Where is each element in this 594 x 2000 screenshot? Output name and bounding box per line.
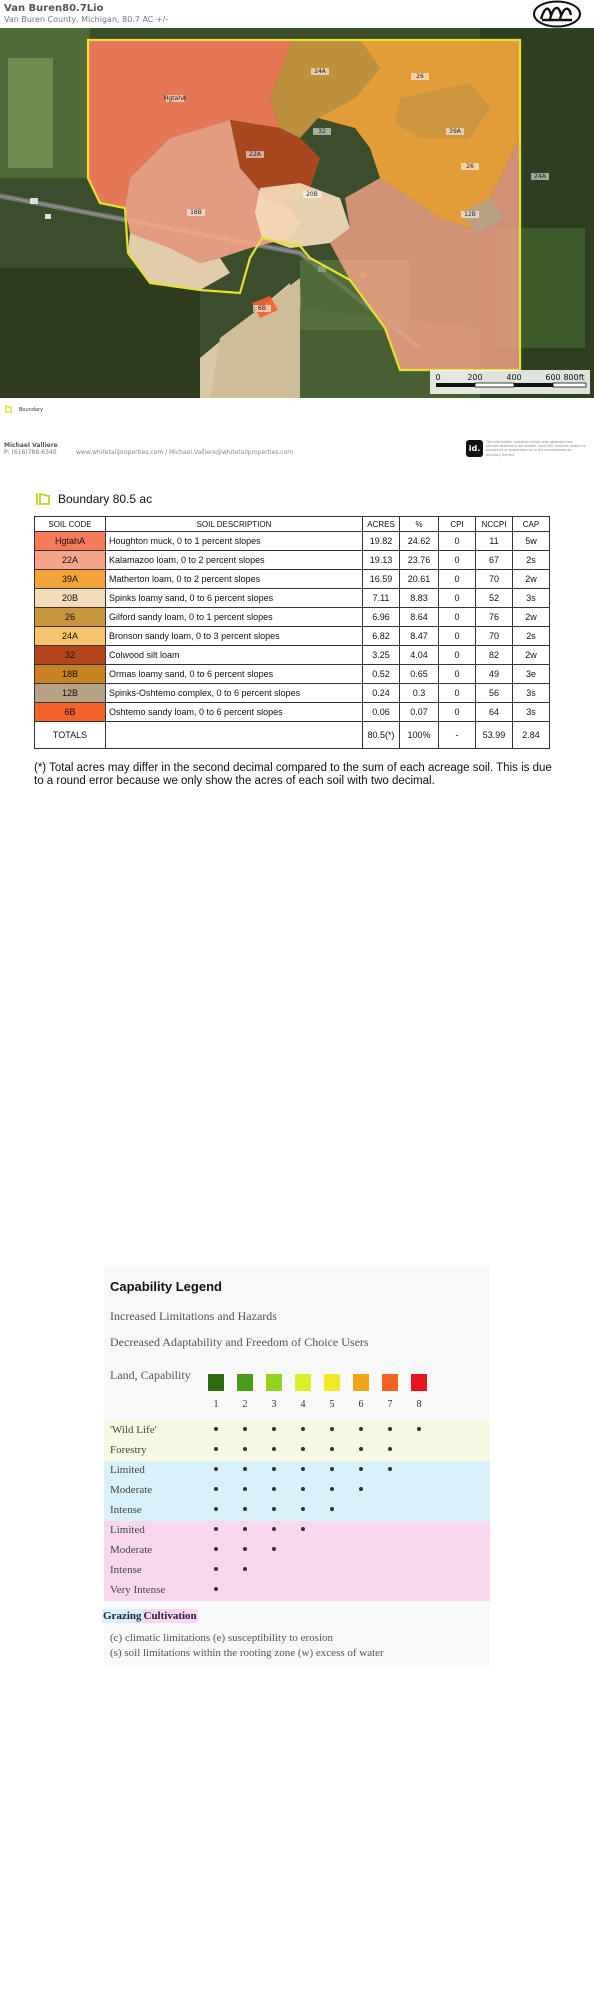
capability-legend <box>104 1265 490 1665</box>
soil-description-cell: Spinks loamy sand, 0 to 6 percent slopes <box>106 589 363 608</box>
capability-dot <box>214 1467 218 1471</box>
soil-percent-cell: 24.62 <box>400 532 439 551</box>
soil-nccpi-cell: 70 <box>476 570 513 589</box>
soil-row <box>35 646 550 665</box>
soil-cap-cell: 2w <box>513 570 550 589</box>
soil-table-heading <box>36 492 152 506</box>
capability-dot <box>359 1427 363 1431</box>
rounding-note: (*) Total acres may differ in the second decimal compared to the sum of each acreage soil. This is due to a round error because we only show the acres of each soil with two decimal. <box>34 762 552 787</box>
totals-label: TOTALS <box>35 722 106 749</box>
soil-row <box>35 703 550 722</box>
scale-bar-label: 0 <box>435 373 441 382</box>
soil-map-label: 24A <box>534 173 546 180</box>
soil-description-cell: Ormas loamy sand, 0 to 6 percent slopes <box>106 665 363 684</box>
soil-cpi-cell: 0 <box>439 589 476 608</box>
soil-percent-cell: 8.64 <box>400 608 439 627</box>
map-legend <box>4 405 43 414</box>
totals-cap: 2.84 <box>513 722 550 749</box>
soil-code-cell: 26 <box>35 608 106 627</box>
soil-acres-cell: 3.25 <box>363 646 400 665</box>
capability-dot <box>272 1507 276 1511</box>
soil-row <box>35 570 550 589</box>
soil-code-cell: 12B <box>35 684 106 703</box>
soil-percent-cell: 4.04 <box>400 646 439 665</box>
soil-nccpi-cell: 11 <box>476 532 513 551</box>
soil-map-label: 6B <box>258 305 266 312</box>
class-number: 2 <box>242 1399 248 1410</box>
soil-row <box>35 627 550 646</box>
class-number: 1 <box>213 1399 219 1410</box>
soil-map-label: 26 <box>466 163 474 170</box>
totals-percent: 100% <box>400 722 439 749</box>
soil-map <box>0 28 594 398</box>
capability-dot <box>388 1447 392 1451</box>
class-7-swatch <box>382 1374 398 1391</box>
soil-code-cell: 20B <box>35 589 106 608</box>
soil-code-cell: 6B <box>35 703 106 722</box>
soil-cap-cell: 3s <box>513 703 550 722</box>
soil-row <box>35 684 550 703</box>
soil-table <box>34 516 550 749</box>
soil-map-label: 20B <box>306 191 318 198</box>
soil-percent-cell: 20.61 <box>400 570 439 589</box>
capability-dot <box>359 1467 363 1471</box>
col-header-cpi: CPI <box>439 517 476 532</box>
soil-acres-cell: 0.52 <box>363 665 400 684</box>
capability-dot <box>330 1427 334 1431</box>
soil-map-label: 32 <box>318 128 326 135</box>
capability-dot <box>214 1547 218 1551</box>
scale-bar-label: 600 <box>545 373 561 382</box>
capability-line-adaptability: Decreased Adaptability and Freedom of Choice Users <box>110 1335 369 1349</box>
soil-cpi-cell: 0 <box>439 627 476 646</box>
capability-row <box>104 1421 490 1441</box>
capability-row-label: Moderate <box>110 1484 153 1496</box>
soil-cpi-cell: 0 <box>439 608 476 627</box>
capability-row-label: Forestry <box>110 1444 147 1456</box>
soil-nccpi-cell: 52 <box>476 589 513 608</box>
class-number: 6 <box>358 1399 364 1410</box>
grazing-label: Grazing <box>103 1610 142 1622</box>
capability-dot <box>243 1467 247 1471</box>
soil-code-cell: HgtahA <box>35 532 106 551</box>
capability-dot <box>359 1447 363 1451</box>
soil-percent-cell: 0.65 <box>400 665 439 684</box>
capability-row <box>104 1461 490 1481</box>
soil-cap-cell: 2w <box>513 646 550 665</box>
scale-bar-label: 200 <box>467 373 483 382</box>
capability-dot <box>272 1547 276 1551</box>
soil-acres-cell: 6.82 <box>363 627 400 646</box>
class-number: 3 <box>271 1399 277 1410</box>
capability-dot <box>214 1567 218 1571</box>
capability-row-label: Very Intense <box>110 1584 166 1596</box>
col-header-cap: CAP <box>513 517 550 532</box>
soil-percent-cell: 8.83 <box>400 589 439 608</box>
capability-line-limitations: Increased Limitations and Hazards <box>110 1309 277 1323</box>
capability-dot <box>272 1427 276 1431</box>
soil-code-cell: 39A <box>35 570 106 589</box>
capability-row <box>104 1481 490 1501</box>
soil-cap-cell: 2s <box>513 627 550 646</box>
capability-dot <box>243 1527 247 1531</box>
capability-dot <box>301 1467 305 1471</box>
soil-code-cell: 32 <box>35 646 106 665</box>
totals-desc-cell <box>106 722 363 749</box>
class-number: 7 <box>387 1399 393 1410</box>
capability-dot <box>272 1487 276 1491</box>
soil-nccpi-cell: 64 <box>476 703 513 722</box>
capability-dot <box>214 1507 218 1511</box>
capability-line-land: Land, Capability <box>110 1368 191 1382</box>
soil-description-cell: Colwood silt loam <box>106 646 363 665</box>
soil-nccpi-cell: 76 <box>476 608 513 627</box>
capability-dot <box>214 1447 218 1451</box>
capability-row-label: Intense <box>110 1504 142 1516</box>
capability-dot <box>214 1487 218 1491</box>
totals-acres: 80.5(*) <box>363 722 400 749</box>
soil-row <box>35 532 550 551</box>
col-header-nccpi: NCCPI <box>476 517 513 532</box>
soil-map-label: 26 <box>416 73 424 80</box>
class-6-swatch <box>353 1374 369 1391</box>
capability-dot <box>417 1427 421 1431</box>
soil-acres-cell: 16.59 <box>363 570 400 589</box>
capability-dot <box>243 1447 247 1451</box>
capability-row <box>104 1501 490 1521</box>
capability-dot <box>243 1427 247 1431</box>
totals-cpi: - <box>439 722 476 749</box>
capability-dot <box>359 1487 363 1491</box>
soil-nccpi-cell: 67 <box>476 551 513 570</box>
soil-acres-cell: 0.06 <box>363 703 400 722</box>
col-header-percent: % <box>400 517 439 532</box>
soil-percent-cell: 0.3 <box>400 684 439 703</box>
soil-map-label: 24A <box>314 68 326 75</box>
soil-cap-cell: 3e <box>513 665 550 684</box>
class-1-swatch <box>208 1374 224 1391</box>
agent-name: Michael Valliere <box>4 442 58 449</box>
agent-phone: P: (616)788-6340 <box>4 449 57 456</box>
capability-dot <box>272 1447 276 1451</box>
capability-dot <box>214 1587 218 1591</box>
capability-dot <box>243 1547 247 1551</box>
soil-nccpi-cell: 82 <box>476 646 513 665</box>
class-4-swatch <box>295 1374 311 1391</box>
capability-footnote-2: (s) soil limitations within the rooting zone (w) excess of water <box>110 1647 384 1659</box>
soil-cpi-cell: 0 <box>439 703 476 722</box>
class-number: 5 <box>329 1399 335 1410</box>
col-header-soil-code: SOIL CODE <box>35 517 106 532</box>
boundary-legend-label: Boundary <box>19 406 44 413</box>
capability-row <box>104 1581 490 1601</box>
soil-row <box>35 608 550 627</box>
capability-dot <box>272 1527 276 1531</box>
capability-dot <box>272 1467 276 1471</box>
soil-cap-cell: 2w <box>513 608 550 627</box>
agent-website[interactable]: www.whitetailproperties.com / Michael.Valliere@whitetailproperties.com <box>76 449 294 456</box>
soil-description-cell: Matherton loam, 0 to 2 percent slopes <box>106 570 363 589</box>
capability-dot <box>388 1427 392 1431</box>
capability-dot <box>301 1427 305 1431</box>
soil-percent-cell: 8.47 <box>400 627 439 646</box>
soil-map-label: HgtahA <box>163 95 187 102</box>
class-number: 4 <box>300 1399 306 1410</box>
whitetail-logo-icon <box>532 0 582 28</box>
soil-acres-cell: 0.24 <box>363 684 400 703</box>
capability-row-label: Limited <box>110 1524 145 1536</box>
capability-footnote-1: (c) climatic limitations (e) susceptibility to erosion <box>110 1632 334 1644</box>
soil-cap-cell: 5w <box>513 532 550 551</box>
class-5-swatch <box>324 1374 340 1391</box>
soil-code-cell: 18B <box>35 665 106 684</box>
capability-row-label: 'Wild Life' <box>110 1424 157 1436</box>
capability-dot <box>388 1467 392 1471</box>
totals-nccpi: 53.99 <box>476 722 513 749</box>
capability-row-label: Limited <box>110 1464 145 1476</box>
soil-code-cell: 24A <box>35 627 106 646</box>
report-title: Van Buren80.7Lio <box>4 3 104 14</box>
scale-bar-label: 400 <box>506 373 522 382</box>
soil-map-label: 22A <box>249 151 261 158</box>
capability-dot <box>214 1527 218 1531</box>
soil-nccpi-cell: 70 <box>476 627 513 646</box>
soil-percent-cell: 23.76 <box>400 551 439 570</box>
boundary-swatch-icon <box>4 405 13 414</box>
capability-row-label: Moderate <box>110 1544 153 1556</box>
capability-dot <box>330 1447 334 1451</box>
soil-map-label: 12B <box>464 211 476 218</box>
grazing-cultivation-label <box>102 1610 198 1622</box>
soil-cpi-cell: 0 <box>439 551 476 570</box>
soil-acres-cell: 19.82 <box>363 532 400 551</box>
capability-dot <box>243 1567 247 1571</box>
soil-code-cell: 22A <box>35 551 106 570</box>
soil-description-cell: Spinks-Oshtemo complex, 0 to 6 percent slopes <box>106 684 363 703</box>
capability-title: Capability Legend <box>110 1279 222 1294</box>
capability-row-label: Intense <box>110 1564 142 1576</box>
capability-dot <box>301 1447 305 1451</box>
soil-nccpi-cell: 49 <box>476 665 513 684</box>
soil-description-cell: Kalamazoo loam, 0 to 2 percent slopes <box>106 551 363 570</box>
capability-dot <box>243 1487 247 1491</box>
soil-cpi-cell: 0 <box>439 532 476 551</box>
soil-row <box>35 665 550 684</box>
capability-dot <box>330 1467 334 1471</box>
soil-row <box>35 551 550 570</box>
capability-dot <box>243 1507 247 1511</box>
soil-acres-cell: 6.96 <box>363 608 400 627</box>
cultivation-label: Cultivation <box>143 1610 197 1622</box>
soil-map-label: 18B <box>190 209 202 216</box>
soil-map-label: 39A <box>449 128 461 135</box>
soil-cpi-cell: 0 <box>439 570 476 589</box>
soil-cap-cell: 3s <box>513 684 550 703</box>
soil-acres-cell: 19.13 <box>363 551 400 570</box>
class-number: 8 <box>416 1399 422 1410</box>
land-id-logo: id. <box>466 440 483 457</box>
boundary-icon <box>36 492 52 506</box>
soil-description-cell: Houghton muck, 0 to 1 percent slopes <box>106 532 363 551</box>
soil-cpi-cell: 0 <box>439 665 476 684</box>
capability-row <box>104 1441 490 1461</box>
capability-dot <box>214 1427 218 1431</box>
capability-row <box>104 1521 490 1541</box>
soil-description-cell: Bronson sandy loam, 0 to 3 percent slopes <box>106 627 363 646</box>
capability-dot <box>301 1507 305 1511</box>
soil-nccpi-cell: 56 <box>476 684 513 703</box>
disclaimer-text: The information contained herein was obtained from sources deemed to be reliable. Land id® Services makes no warranties or guarantees as to the completeness or accuracy thereof. <box>486 440 586 457</box>
report-subtitle: Van Buren County, Michigan, 80.7 AC +/- <box>4 15 169 24</box>
col-header-description: SOIL DESCRIPTION <box>106 517 363 532</box>
soil-table-title: Boundary 80.5 ac <box>58 492 153 506</box>
soil-acres-cell: 7.11 <box>363 589 400 608</box>
capability-row <box>104 1561 490 1581</box>
soil-cpi-cell: 0 <box>439 646 476 665</box>
totals-row <box>35 722 550 749</box>
col-header-acres: ACRES <box>363 517 400 532</box>
soil-table-header-row <box>35 517 550 532</box>
soil-percent-cell: 0.07 <box>400 703 439 722</box>
class-2-swatch <box>237 1374 253 1391</box>
soil-cap-cell: 2s <box>513 551 550 570</box>
soil-description-cell: Gilford sandy loam, 0 to 1 percent slopes <box>106 608 363 627</box>
capability-dot <box>330 1487 334 1491</box>
class-8-swatch <box>411 1374 427 1391</box>
soil-row <box>35 589 550 608</box>
soil-cap-cell: 3s <box>513 589 550 608</box>
capability-dot <box>301 1487 305 1491</box>
soil-description-cell: Oshtemo sandy loam, 0 to 6 percent slopes <box>106 703 363 722</box>
capability-dot <box>301 1527 305 1531</box>
class-3-swatch <box>266 1374 282 1391</box>
capability-dot <box>330 1507 334 1511</box>
scale-bar-label: 800ft <box>563 373 585 382</box>
capability-row <box>104 1541 490 1561</box>
soil-cpi-cell: 0 <box>439 684 476 703</box>
